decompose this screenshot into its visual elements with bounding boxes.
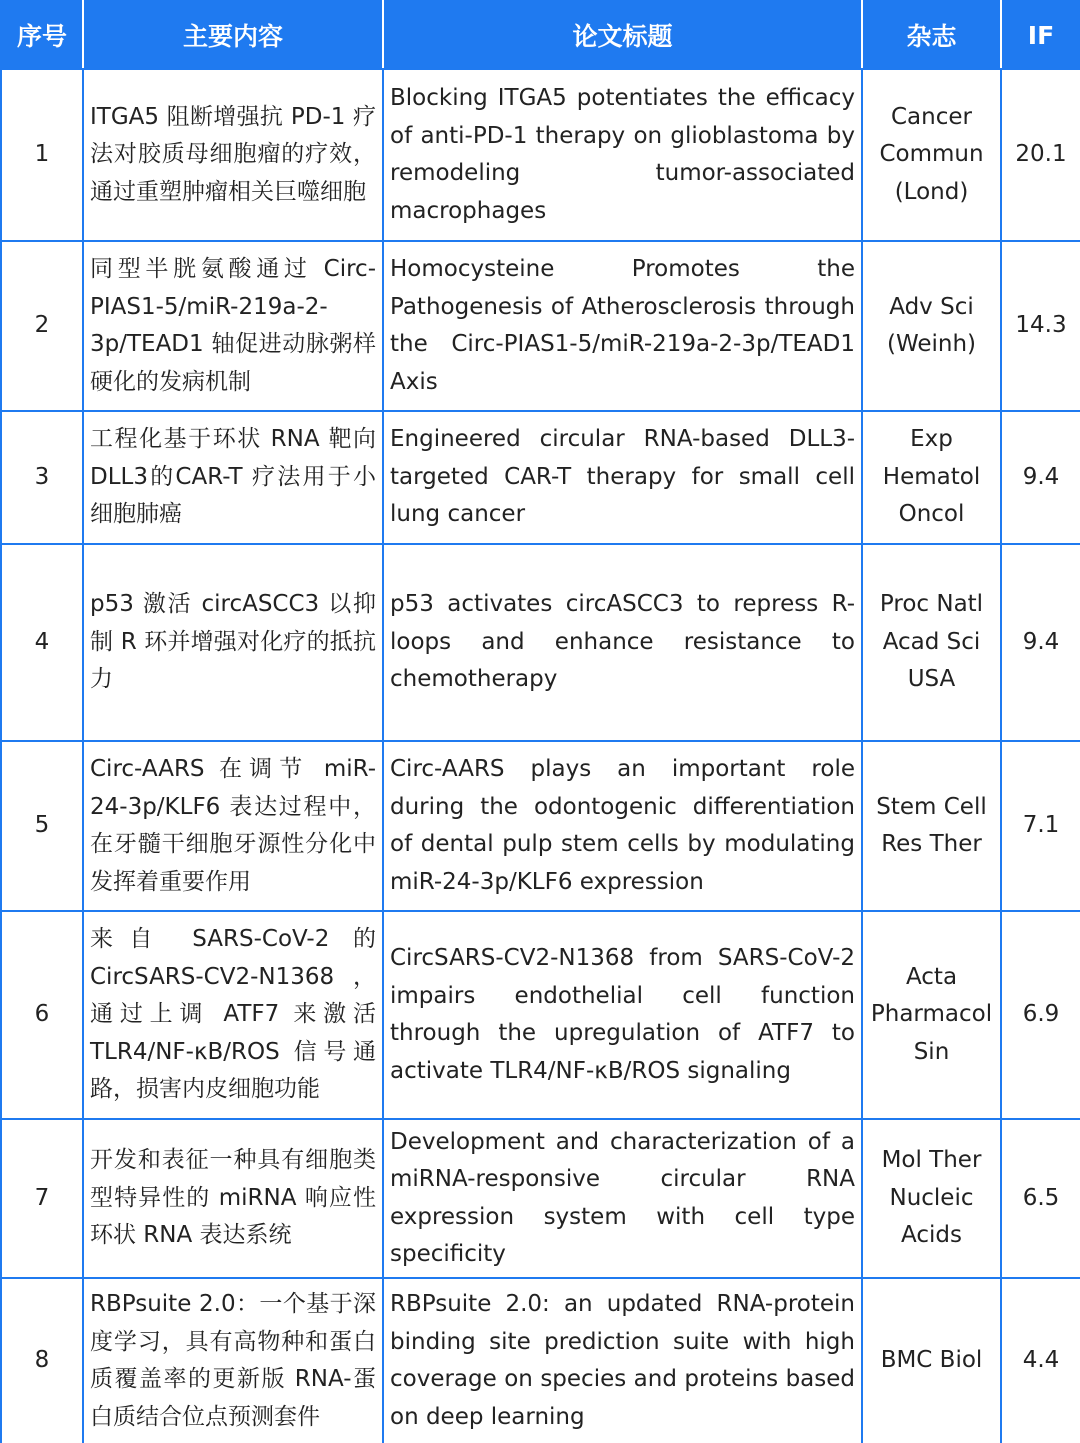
row-paper-title: CircSARS-CV2-N1368 from SARS-CoV-2 impairs endothelial cell function through the upregulation of ATF7 to activate TLR4/NF-κB/ROS signaling [383, 911, 862, 1119]
row-main-content: 同型半胱氨酸通过 Circ-PIAS1-5/miR-219a-2-3p/TEAD1 轴促进动脉粥样硬化的发病机制 [83, 241, 383, 411]
row-main-content: 来自 SARS-CoV-2 的 CircSARS-CV2-N1368，通过上调 ATF7 来激活 TLR4/NF-κB/ROS 信号通路，损害内皮细胞功能 [83, 911, 383, 1119]
row-index: 6 [1, 911, 83, 1119]
row-journal: Mol Ther Nucleic Acids [862, 1119, 1001, 1278]
header-index: 序号 [1, 1, 83, 69]
header-main-content: 主要内容 [83, 1, 383, 69]
row-paper-title: Development and characterization of a miRNA-responsive circular RNA expression system with cell type specificity [383, 1119, 862, 1278]
row-journal: Stem Cell Res Ther [862, 741, 1001, 911]
table-row [1, 911, 1080, 1119]
table-row [1, 69, 1080, 241]
row-main-content: RBPsuite 2.0：一个基于深度学习，具有高物种和蛋白质覆盖率的更新版 RNA-蛋白质结合位点预测套件 [83, 1278, 383, 1443]
row-main-content: p53 激活 circASCC3 以抑制 R 环并增强对化疗的抵抗力 [83, 544, 383, 741]
row-index: 7 [1, 1119, 83, 1278]
row-journal: Adv Sci (Weinh) [862, 241, 1001, 411]
row-index: 8 [1, 1278, 83, 1443]
row-main-content: Circ-AARS 在调节 miR-24-3p/KLF6 表达过程中，在牙髓干细胞牙源性分化中发挥着重要作用 [83, 741, 383, 911]
row-main-content: 工程化基于环状 RNA 靶向 DLL3的CAR-T 疗法用于小细胞肺癌 [83, 411, 383, 544]
row-impact-factor: 20.1 [1001, 69, 1080, 241]
row-paper-title: Engineered circular RNA-based DLL3-targeted CAR-T therapy for small cell lung cancer [383, 411, 862, 544]
table-header [1, 1, 1080, 69]
row-paper-title: Homocysteine Promotes the Pathogenesis of Atherosclerosis through the Circ-PIAS1-5/miR-219a-2-3p/TEAD1 Axis [383, 241, 862, 411]
row-paper-title: Circ-AARS plays an important role during the odontogenic differentiation of dental pulp stem cells by modulating miR-24-3p/KLF6 expression [383, 741, 862, 911]
row-index: 4 [1, 544, 83, 741]
row-impact-factor: 4.4 [1001, 1278, 1080, 1443]
row-journal: Acta Pharmacol Sin [862, 911, 1001, 1119]
row-impact-factor: 6.9 [1001, 911, 1080, 1119]
row-journal: Proc Natl Acad Sci USA [862, 544, 1001, 741]
row-index: 2 [1, 241, 83, 411]
row-paper-title: Blocking ITGA5 potentiates the efficacy of anti-PD-1 therapy on glioblastoma by remodeling tumor-associated macrophages [383, 69, 862, 241]
header-impact-factor: IF [1001, 1, 1080, 69]
row-index: 3 [1, 411, 83, 544]
row-paper-title: p53 activates circASCC3 to repress R-loops and enhance resistance to chemotherapy [383, 544, 862, 741]
header-journal: 杂志 [862, 1, 1001, 69]
table-row [1, 411, 1080, 544]
row-journal: BMC Biol [862, 1278, 1001, 1443]
row-journal: Cancer Commun (Lond) [862, 69, 1001, 241]
row-index: 1 [1, 69, 83, 241]
row-impact-factor: 6.5 [1001, 1119, 1080, 1278]
header-row [1, 1, 1080, 69]
row-impact-factor: 9.4 [1001, 411, 1080, 544]
row-impact-factor: 9.4 [1001, 544, 1080, 741]
row-index: 5 [1, 741, 83, 911]
table-row [1, 544, 1080, 741]
row-journal: Exp Hematol Oncol [862, 411, 1001, 544]
table-row [1, 1278, 1080, 1443]
header-paper-title: 论文标题 [383, 1, 862, 69]
table-body [1, 69, 1080, 1443]
row-impact-factor: 14.3 [1001, 241, 1080, 411]
row-impact-factor: 7.1 [1001, 741, 1080, 911]
row-main-content: ITGA5 阻断增强抗 PD-1 疗法对胶质母细胞瘤的疗效，通过重塑肿瘤相关巨噬细胞 [83, 69, 383, 241]
row-paper-title: RBPsuite 2.0: an updated RNA-protein binding site prediction suite with high coverage on species and proteins based on deep learning [383, 1278, 862, 1443]
row-main-content: 开发和表征一种具有细胞类型特异性的 miRNA 响应性环状 RNA 表达系统 [83, 1119, 383, 1278]
table-row [1, 241, 1080, 411]
table-row [1, 741, 1080, 911]
table-row [1, 1119, 1080, 1278]
